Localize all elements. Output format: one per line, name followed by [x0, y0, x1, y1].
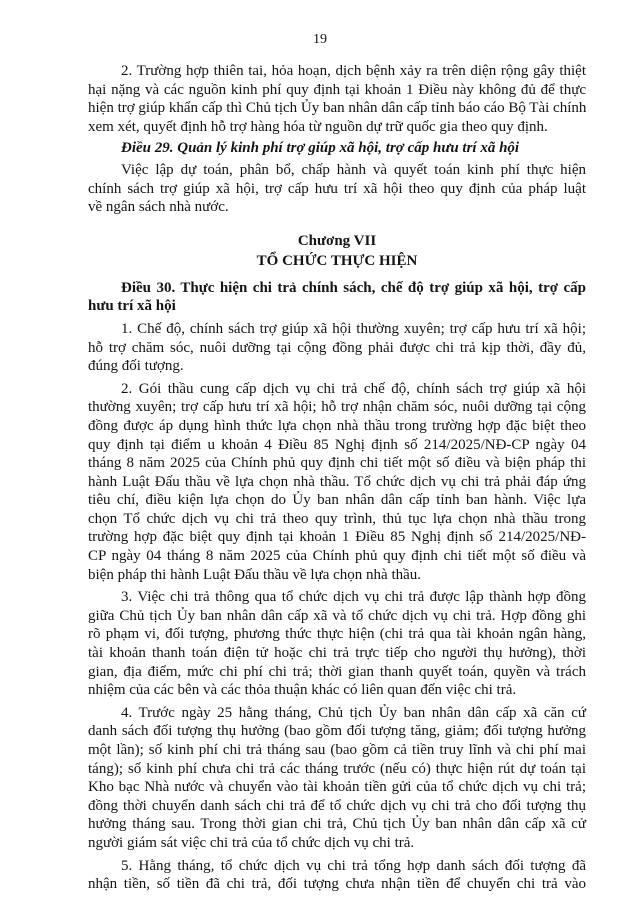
article-30-clause-3	[88, 588, 586, 700]
text-line: Việc lập dự toán, phân bổ, chấp hành và quyết toán kinh phí thực hiện	[121, 161, 586, 178]
text-line: 2. Trường hợp thiên tai, hỏa hoạn, dịch bệnh xảy ra trên diện rộng gây thiệt	[121, 63, 586, 79]
text-line: 4. Trước ngày 25 hằng tháng, Chủ tịch Ủy ban nhân dân cấp xã căn cứ	[121, 704, 586, 721]
article-30-clause-5	[88, 857, 586, 894]
text-line: chính sách trợ giúp xã hội, trợ cấp hưu trí xã hội theo quy định của pháp luật	[88, 180, 586, 197]
text-line: trường hợp đặc biệt quy định tại khoản 1 Điều 85 Nghị định số 214/2025/NĐ-	[88, 529, 586, 546]
text-line: nhận tiền, số tiền đã chi trả, đối tượng chưa nhận tiền để chuyển chi trả vào	[88, 876, 586, 893]
article-30-clause-2	[88, 380, 586, 585]
text-line: Điều 29. Quản lý kinh phí trợ giúp xã hội, trợ cấp hưu trí xã hội	[121, 140, 520, 157]
text-line: CP ngày 04 tháng 8 năm 2025 của Chính phủ quy định chi tiết một số điều và	[88, 548, 586, 565]
article-30-heading	[88, 279, 586, 316]
text-line: táng); số kinh phí chưa chi trả các tháng trước (nếu có) thực hiện rút dự toán tại	[88, 760, 586, 777]
text-line: đúng đối tượng.	[88, 358, 184, 375]
text-line: 1. Chế độ, chính sách trợ giúp xã hội thường xuyên; trợ cấp hưu trí xã hội;	[121, 320, 586, 337]
text-line: người giám sát việc chi trả của tổ chức dịch vụ chi trả.	[88, 834, 415, 851]
text-line: quy định tại điểm u khoản 4 Điều 85 Nghị định số 214/2025/NĐ-CP ngày 04	[88, 436, 586, 453]
article-29-heading	[88, 139, 586, 158]
text-line: biện pháp thi hành Luật Đấu thầu về lựa chọn nhà thầu.	[88, 566, 422, 583]
paragraph-clause-2-continued	[88, 62, 586, 136]
page-number: 19	[313, 32, 327, 47]
article-30-clause-1	[88, 320, 586, 376]
chapter-title: TỔ CHỨC THỰC HIỆN	[256, 252, 418, 269]
text-line: hưởng tháng sau. Trong thời gian chi trả, Chủ tịch Ủy ban nhân dân cấp xã cử	[88, 816, 586, 833]
chapter-number: Chương VII	[297, 232, 377, 249]
text-line: đồng thời chuyển danh sách chi trả để tổ chức dịch vụ chi trả cho đối tượng thụ	[88, 797, 586, 814]
text-line: về ngân sách nhà nước.	[88, 199, 229, 216]
text-line: tiêu chí, điều kiện lựa chọn do Ủy ban nhân dân cấp tỉnh ban hành. Việc lựa	[88, 492, 586, 509]
article-29-body	[88, 161, 586, 217]
text-line: Kho bạc Nhà nước và chuyển vào tài khoản tiền gửi của tổ chức dịch vụ chi trả;	[88, 779, 586, 796]
text-line: danh sách đối tượng thụ hưởng (bao gồm đối tượng tăng, giảm; đối tượng hưởng	[88, 723, 586, 740]
text-line: xem xét, quyết định hỗ trợ hàng hóa từ nguồn dự trữ quốc gia theo quy định.	[88, 118, 548, 135]
text-line: một lần); số kinh phí chi trả tháng sau (bao gồm cả tiền truy lĩnh và chi phí mai	[88, 742, 586, 758]
text-line: hành Luật Đấu thầu về lựa chọn nhà thầu. Tổ chức dịch vụ chi trả phải đáp ứng	[88, 473, 586, 490]
text-line: hưu trí xã hội	[88, 298, 176, 315]
text-line: gian, địa điểm, mức chi phí chi trả; thời gian thanh quyết toán, quyền và trách	[88, 663, 586, 680]
text-line: 5. Hằng tháng, tổ chức dịch vụ chi trả tổng hợp danh sách đối tượng đã	[121, 857, 586, 874]
text-line: đồng được áp dụng hình thức lựa chọn nhà thầu trong trường hợp đặc biệt theo	[88, 417, 586, 434]
text-line: hiện trợ giúp khẩn cấp thì Chủ tịch Ủy ban nhân dân cấp tỉnh báo cáo Bộ Tài chính	[88, 100, 587, 117]
document-body	[88, 62, 586, 894]
text-line: Điều 30. Thực hiện chi trả chính sách, chế độ trợ giúp xã hội, trợ cấp	[121, 279, 586, 296]
text-line: 3. Việc chi trả thông qua tổ chức dịch vụ chi trả được lập thành hợp đồng	[121, 589, 586, 606]
text-line: giữa Chủ tịch Ủy ban nhân dân cấp xã và tổ chức dịch vụ chi trả. Hợp đồng ghi	[88, 607, 586, 624]
text-line: hỗ trợ chăm sóc, nuôi dưỡng tại cộng đồng phải được chi trả kịp thời, đầy đủ,	[88, 339, 586, 356]
text-line: rõ phạm vi, đối tượng, phương thức thực hiện (chi trả qua tài khoản ngân hàng,	[88, 626, 586, 643]
text-line: chọn Tổ chức dịch vụ chi trả theo quy trình, thủ tục lựa chọn nhà thầu trong	[88, 510, 586, 527]
text-line: hại nặng và các nguồn kinh phí quy định tại khoản 1 Điều này không đủ để thực	[88, 81, 586, 98]
text-line: tài khoản thanh toán điện tử hoặc chi trả trực tiếp cho người thụ hưởng), thời	[88, 645, 586, 662]
text-line: 2. Gói thầu cung cấp dịch vụ chi trả chế độ, chính sách trợ giúp xã hội	[121, 380, 586, 397]
text-line: nhiệm của các bên và các thỏa thuận khác có liên quan đến việc chi trả.	[88, 682, 517, 699]
text-line: tháng 8 năm 2025 của Chính phủ quy định chi tiết một số điều và biện pháp thi	[88, 455, 586, 472]
article-30-clause-4	[88, 704, 586, 853]
chapter-heading	[88, 231, 586, 271]
text-line: thường xuyên; trợ cấp hưu trí xã hội; hỗ trợ nhận chăm sóc, nuôi dưỡng tại cộng	[88, 399, 586, 416]
